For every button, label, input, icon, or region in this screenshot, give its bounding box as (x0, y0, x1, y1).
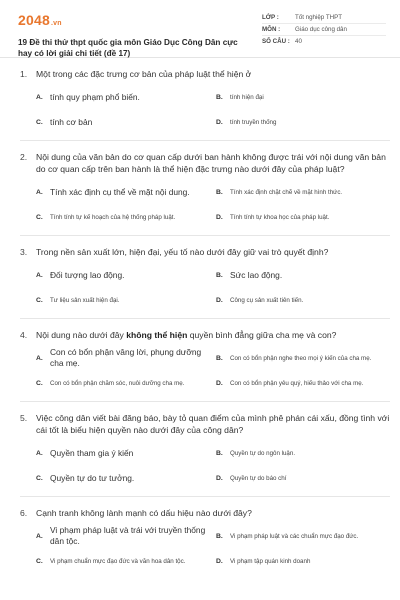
answer-options (20, 442, 390, 492)
option-text: tính cơ bản (50, 116, 93, 127)
option-letter: B. (216, 271, 223, 279)
meta-label: MÔN : (262, 26, 281, 33)
option-text: tính quy phạm phổ biến. (50, 91, 140, 102)
option-letter: B. (216, 93, 223, 101)
option-a[interactable] (36, 264, 210, 289)
option-letter: D. (216, 379, 223, 387)
document-header (0, 0, 400, 58)
question-stem (20, 329, 390, 341)
option-b[interactable] (216, 181, 390, 206)
option-text: Vi phạm chuẩn mực đạo đức và văn hoa dân tộc. (50, 557, 186, 565)
option-d[interactable] (216, 550, 390, 575)
option-d[interactable] (216, 289, 390, 314)
option-text: Quyền tham gia ý kiến (50, 447, 134, 458)
option-text: Tính xác định cụ thể về mặt nội dung. (50, 186, 190, 197)
question-1 (20, 58, 390, 141)
option-letter: A. (36, 93, 43, 101)
question-number: 5. (20, 413, 28, 423)
meta-row-count (262, 36, 386, 47)
option-letter: C. (36, 557, 43, 565)
option-letter: B. (216, 354, 223, 362)
option-b[interactable] (216, 347, 390, 372)
meta-label: LỚP : (262, 14, 279, 21)
question-text-post: quyền bình đẳng giữa cha mẹ và con? (187, 330, 337, 340)
question-stem (20, 151, 390, 175)
question-stem (20, 246, 390, 258)
question-number: 4. (20, 330, 28, 340)
option-text: tính truyền thống (230, 118, 277, 126)
option-text: Công cụ sản xuất tiên tiến. (230, 296, 304, 304)
answer-options (20, 181, 390, 231)
answer-options (20, 86, 390, 136)
question-3 (20, 236, 390, 319)
option-letter: D. (216, 474, 223, 482)
option-a[interactable] (36, 525, 210, 550)
option-a[interactable] (36, 86, 210, 111)
option-d[interactable] (216, 111, 390, 136)
option-d[interactable] (216, 372, 390, 397)
question-text: Nội dung của văn bản do cơ quan cấp dưới ban hành không được trái với nội dung văn bản do cơ quan cấp trên ban hành là thể hiện đặc trưng nào dưới đây của pháp luật? (36, 152, 386, 174)
meta-row-class (262, 12, 386, 24)
option-a[interactable] (36, 181, 210, 206)
question-number: 3. (20, 247, 28, 257)
option-text: tính hiện đại (230, 93, 264, 101)
option-letter: C. (36, 474, 43, 482)
question-4 (20, 319, 390, 402)
meta-value: 40 (295, 38, 302, 45)
option-c[interactable] (36, 289, 210, 314)
answer-options (20, 264, 390, 314)
question-text-emphasis: không thể hiện (126, 330, 188, 340)
option-d[interactable] (216, 206, 390, 231)
question-text: Cạnh tranh không lành mạnh có dấu hiệu nào dưới đây? (36, 508, 252, 518)
option-c[interactable] (36, 111, 210, 136)
question-number: 1. (20, 69, 28, 79)
logo-main: 2048 (18, 12, 50, 28)
option-a[interactable] (36, 442, 210, 467)
question-text-pre: Nội dung nào dưới đây (36, 330, 127, 340)
option-b[interactable] (216, 264, 390, 289)
option-b[interactable] (216, 442, 390, 467)
option-letter: A. (36, 532, 43, 540)
header-left (18, 12, 254, 58)
option-text: Con có bổn phận nghe theo mọi ý kiến của cha mẹ. (230, 354, 372, 362)
meta-row-subject (262, 24, 386, 36)
option-text: Tính tính tự khoa học của pháp luật. (230, 213, 330, 221)
question-text: Trong nền sản xuất lớn, hiện đại, yếu tố nào dưới đây giữ vai trò quyết định? (36, 247, 329, 257)
question-text: Một trong các đặc trưng cơ bản của pháp luật thể hiện ở (36, 69, 252, 79)
option-text: Tính tính tự kế hoạch của hệ thống pháp luật. (50, 213, 176, 221)
option-text: Vi phạm pháp luật và các chuẩn mực đạo đức. (230, 532, 359, 540)
answer-options (20, 347, 390, 397)
document-meta (254, 12, 386, 49)
question-text (36, 329, 336, 341)
question-stem (20, 507, 390, 519)
option-letter: D. (216, 213, 223, 221)
option-c[interactable] (36, 206, 210, 231)
option-text: Con có bổn phận vâng lời, phụng dưỡng cha mẹ. (50, 347, 202, 368)
option-b[interactable] (216, 525, 390, 550)
option-c[interactable] (36, 372, 210, 397)
option-text: Sức lao động. (230, 269, 283, 280)
option-text: Vi phạm tập quán kinh doanh (230, 557, 311, 565)
question-5 (20, 402, 390, 497)
option-text: Vi phạm pháp luật và trái với truyền thống dân tộc. (50, 525, 206, 546)
option-letter: C. (36, 379, 43, 387)
logo-suffix: .vn (50, 20, 62, 27)
question-number: 2. (20, 152, 28, 162)
question-2 (20, 141, 390, 236)
meta-value: Tốt nghiệp THPT (295, 14, 343, 21)
option-letter: D. (216, 118, 223, 126)
meta-value: Giáo dục công dân (295, 26, 347, 33)
meta-label: SỐ CÂU : (262, 38, 290, 45)
option-letter: A. (36, 188, 43, 196)
answer-options (20, 525, 390, 575)
option-b[interactable] (216, 86, 390, 111)
question-text: Việc công dân viết bài đăng báo, bày tỏ quan điểm của mình phê phán cái xấu, đồng tình với cái tốt là biểu hiện quyền nào dưới đây của công dân? (36, 413, 390, 435)
question-number: 6. (20, 508, 28, 518)
option-letter: D. (216, 296, 223, 304)
option-text: Con có bổn phận yêu quý, hiếu thảo với cha mẹ. (230, 379, 364, 387)
option-letter: C. (36, 118, 43, 126)
site-logo[interactable] (18, 12, 254, 32)
option-c[interactable] (36, 550, 210, 575)
option-text: Quyền tự do báo chí (230, 474, 287, 482)
option-text: Con có bổn phận chăm sóc, nuôi dưỡng cha mẹ. (50, 379, 185, 387)
option-letter: A. (36, 449, 43, 457)
option-text: Đối tượng lao động. (50, 269, 125, 280)
question-stem (20, 68, 390, 80)
option-c[interactable] (36, 467, 210, 492)
option-letter: A. (36, 354, 43, 362)
option-letter: D. (216, 557, 223, 565)
option-letter: B. (216, 449, 223, 457)
option-letter: B. (216, 188, 223, 196)
option-letter: B. (216, 532, 223, 540)
question-list (0, 58, 400, 579)
option-a[interactable] (36, 347, 210, 372)
option-d[interactable] (216, 467, 390, 492)
option-letter: A. (36, 271, 43, 279)
question-6 (20, 497, 390, 579)
option-text: Tư liệu sản xuất hiện đại. (50, 296, 120, 304)
question-stem (20, 412, 390, 436)
document-title: 19 Đề thi thử thpt quốc gia môn Giáo Dục Công Dân cực hay có lời giải chi tiết (đề 17) (18, 38, 238, 58)
option-text: Quyền tự do tư tưởng. (50, 472, 135, 483)
option-text: Quyền tự do ngôn luận. (230, 449, 296, 457)
option-text: Tính xác định chặt chẽ về mặt hình thức. (230, 188, 343, 196)
option-letter: C. (36, 213, 43, 221)
option-letter: C. (36, 296, 43, 304)
